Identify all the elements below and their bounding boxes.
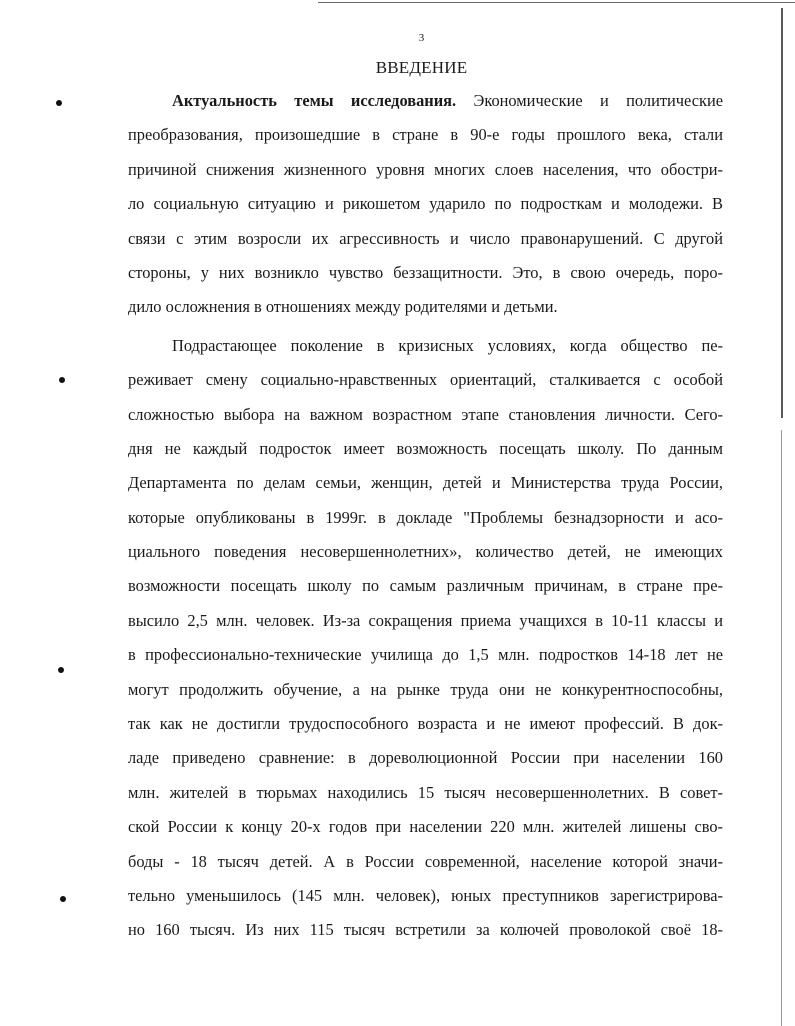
- text-line: связи с этим возросли их агрессивность и число правонарушений. С другой: [128, 228, 723, 248]
- page-number: 3: [418, 32, 425, 44]
- text-line: преобразования, произошедшие в стране в 90-е годы прошлого века, стали: [128, 125, 723, 145]
- document-body: [128, 88, 723, 952]
- text-line: возможности посещать школу по самым различным причинам, в стране пре-: [128, 576, 723, 596]
- text-line: так как не достигли трудоспособного возраста и не имеют профессий. В док-: [128, 714, 723, 734]
- text-line: но 160 тысяч. Из них 115 тысяч встретили за колючей проволокой своё 18-: [128, 920, 723, 940]
- punch-hole-mark: [58, 667, 64, 673]
- text-line: сложностью выбора на важном возрастном этапе становления личности. Сего-: [128, 404, 723, 424]
- punch-hole-mark: [56, 100, 62, 106]
- text-line: Департамента по делам семьи, женщин, детей и Министерства труда России,: [128, 473, 723, 493]
- scan-edge-right-lower: [781, 430, 782, 1026]
- text-line: циального поведения несовершеннолетних», количество детей, не имеющих: [128, 542, 723, 562]
- page-title: ВВЕДЕНИЕ: [375, 58, 468, 77]
- text-line: ло социальную ситуацию и рикошетом ударило по подросткам и молодежи. В: [128, 194, 723, 214]
- text-line: тельно уменьшилось (145 млн. человек), юных преступников зарегистрирова-: [128, 885, 723, 905]
- text-line: дило осложнения в отношениях между родителями и детьми.: [128, 297, 558, 317]
- paragraph-relevance: [128, 88, 723, 329]
- paragraph-young-generation: [128, 333, 723, 952]
- text-line: высило 2,5 млн. человек. Из-за сокращения приема учащихся в 10-11 классы и: [128, 610, 723, 630]
- scan-edge-top: [318, 2, 795, 3]
- text-line: боды - 18 тысяч детей. А в России современной, население которой значи-: [128, 851, 723, 871]
- text-line: ладе приведено сравнение: в дореволюционной России при населении 160: [128, 748, 723, 768]
- text-line: реживает смену социально-нравственных ориентаций, сталкивается с особой: [128, 370, 723, 390]
- text-line: ской России к концу 20-х годов при населении 220 млн. жителей лишены сво-: [128, 817, 723, 837]
- punch-hole-mark: [59, 377, 65, 383]
- punch-hole-mark: [60, 896, 66, 902]
- text-line: причиной снижения жизненного уровня многих слоев населения, что обостри-: [128, 159, 723, 179]
- paragraph-first-line: [128, 88, 723, 122]
- text-line: могут продолжить обучение, а на рынке труда они не конкурентноспособны,: [128, 679, 723, 699]
- text-line: в профессионально-технические училища до 1,5 млн. подростков 14-18 лет не: [128, 645, 723, 665]
- text-line: стороны, у них возникло чувство беззащитности. Это, в свою очередь, поро-: [128, 262, 723, 282]
- paragraph-first-line: Подрастающее поколение в кризисных условиях, когда общество пе-: [172, 335, 723, 355]
- section-lead-heading: Актуальность темы исследования.: [172, 91, 457, 110]
- text-line: млн. жителей в тюрьмах находились 15 тысяч несовершеннолетних. В совет-: [128, 782, 723, 802]
- text-run: Экономические и политические: [456, 91, 723, 110]
- text-line: которые опубликованы в 1999г. в докладе "Проблемы безнадзорности и асо-: [128, 507, 723, 527]
- text-line: дня не каждый подросток имеет возможность посещать школу. По данным: [128, 438, 723, 458]
